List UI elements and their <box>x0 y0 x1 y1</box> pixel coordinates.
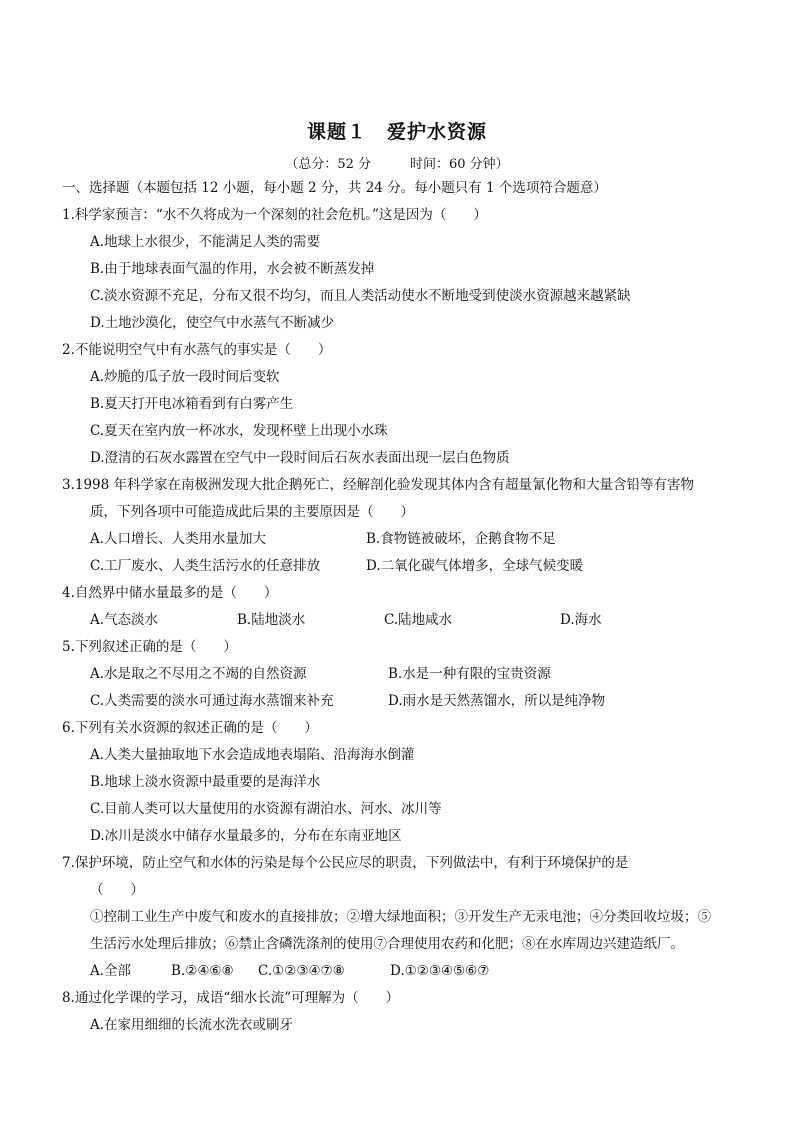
question-6-stem: 6.下列有关水资源的叙述正确的是（ ） <box>62 720 318 736</box>
question-3-option-b: B.食物链被破坏，企鹅食物不足 <box>366 531 556 547</box>
question-5-option-d: D.雨水是天然蒸馏水，所以是纯净物 <box>388 693 606 709</box>
question-1-option-b: B.由于地球表面气温的作用，水会被不断蒸发掉 <box>90 261 375 277</box>
question-7-stem-continued: （ ） <box>90 882 144 898</box>
question-7-options <box>62 961 742 988</box>
question-6-option-b: B.地球上淡水资源中最重要的是海洋水 <box>90 774 321 790</box>
question-8-option-a: A.在家用细细的长流水洗衣或刷牙 <box>90 1017 294 1033</box>
question-5-stem: 5.下列叙述正确的是（ ） <box>62 639 237 655</box>
question-4-option-a: A.气态淡水 <box>90 612 159 628</box>
question-1-option-a: A.地球上水很少，不能满足人类的需要 <box>90 234 321 250</box>
question-2-stem: 2.不能说明空气中有水蒸气的事实是（ ） <box>62 342 332 358</box>
question-7-option-c: C.①②③④⑦⑧ <box>258 963 345 979</box>
question-4-option-b: B.陆地淡水 <box>237 612 306 628</box>
page-subtitle: （总分：52 分 时间：60 分钟） <box>285 157 509 172</box>
question-5-option-a: A.水是取之不尽用之不竭的自然资源 <box>90 666 307 682</box>
question-3-options-row-2 <box>62 556 742 583</box>
question-4-stem: 4.自然界中储水量最多的是（ ） <box>62 585 278 601</box>
question-1-option-d: D.土地沙漠化，使空气中水蒸气不断减少 <box>90 315 335 331</box>
question-7-body-line-2: 生活污水处理后排放；⑥禁止含磷洗涤剂的使用⑦合理使用农药和化肥；⑧在水库周边兴建造纸厂。 <box>90 936 684 952</box>
question-7-option-a: A.全部 <box>90 963 132 979</box>
question-2-option-a: A.炒脆的瓜子放一段时间后变软 <box>90 369 280 385</box>
question-2-option-c: C.夏天在室内放一杯冰水，发现杯壁上出现小水珠 <box>90 423 388 439</box>
question-7-option-d: D.①②③④⑤⑥⑦ <box>390 963 490 979</box>
question-list <box>62 178 742 1042</box>
question-4-options <box>62 610 742 637</box>
question-4-option-c: C.陆地咸水 <box>384 612 453 628</box>
question-5-options-row-2 <box>62 691 742 718</box>
question-8-stem: 8.通过化学课的学习，成语“细水长流”可理解为（ ） <box>62 990 400 1006</box>
question-1-option-c: C.淡水资源不充足，分布又很不均匀，而且人类活动使水不断地受到使淡水资源越来越紧缺 <box>90 288 631 304</box>
question-5-option-c: C.人类需要的淡水可通过海水蒸馏来补充 <box>90 693 334 709</box>
question-7-stem: 7.保护环境，防止空气和水体的污染是每个公民应尽的职责，下列做法中，有利于环境保护的是 <box>62 855 629 871</box>
question-1-stem: 1.科学家预言：“水不久将成为一个深刻的社会危机。”这是因为（ ） <box>62 207 487 223</box>
section-heading: 一、选择题（本题包括 12 小题，每小题 2 分，共 24 分。每小题只有 1 个选项符合题意） <box>62 180 607 196</box>
question-2-option-b: B.夏天打开电冰箱看到有白雾产生 <box>90 396 294 412</box>
question-5-options-row-1 <box>62 664 742 691</box>
question-3-option-c: C.工厂废水、人类生活污水的任意排放 <box>90 558 321 574</box>
question-3-stem-continued: 质，下列各项中可能造成此后果的主要原因是（ ） <box>90 504 414 520</box>
question-6-option-a: A.人类大量抽取地下水会造成地表塌陷、沿海海水倒灌 <box>90 747 415 763</box>
question-3-stem: 3.1998 年科学家在南极洲发现大批企鹅死亡，经解剖化验发现其体内含有超量氰化物和大量含铅等有害物 <box>62 477 695 493</box>
question-6-option-c: C.目前人类可以大量使用的水资源有湖泊水、河水、冰川等 <box>90 801 442 817</box>
question-7-option-b: B.②④⑥⑧ <box>171 963 234 979</box>
question-2-option-d: D.澄清的石灰水露置在空气中一段时间后石灰水表面出现一层白色物质 <box>90 450 510 466</box>
page-title: 课题１ 爱护水资源 <box>306 121 487 143</box>
question-3-option-a: A.人口增长、人类用水量加大 <box>90 531 267 547</box>
question-4-option-d: D.海水 <box>560 612 602 628</box>
question-5-option-b: B.水是一种有限的宝贵资源 <box>388 666 551 682</box>
question-3-options-row-1 <box>62 529 742 556</box>
question-7-body-line-1: ①控制工业生产中废气和废水的直接排放；②增大绿地面积；③开发生产无汞电池；④分类回收垃圾；⑤ <box>90 909 711 925</box>
question-6-option-d: D.冰川是淡水中储存水量最多的，分布在东南亚地区 <box>90 828 402 844</box>
question-3-option-d: D.二氧化碳气体增多，全球气候变暖 <box>366 558 584 574</box>
